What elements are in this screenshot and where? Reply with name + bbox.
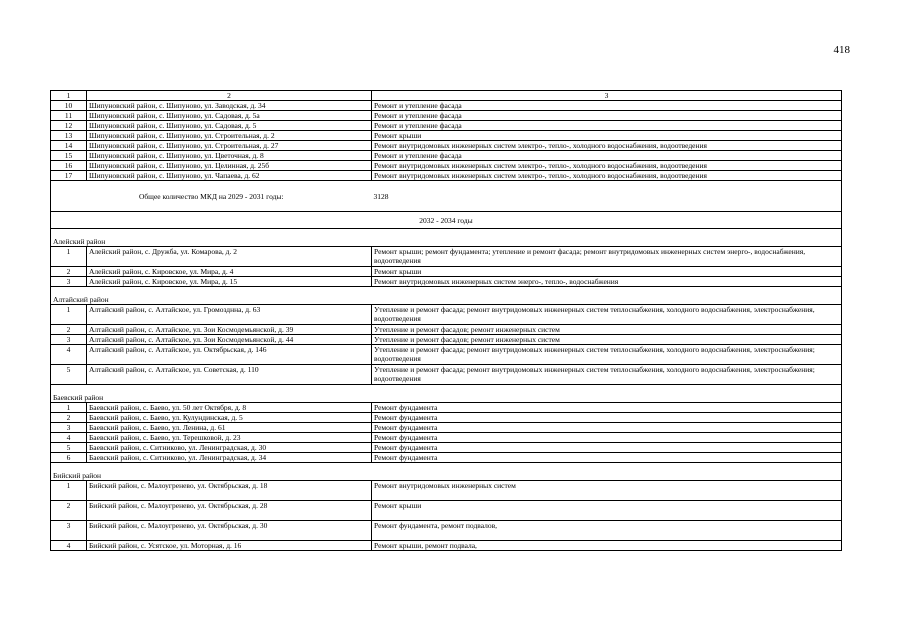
row-number: 2 bbox=[51, 413, 87, 423]
row-work: Ремонт внутридомовых инженерных систем электро-, тепло-, холодного водоснабжения, водоотведения bbox=[372, 141, 842, 151]
table-row bbox=[51, 141, 842, 151]
row-address: Шипуновский район, с. Шипуново, ул. Садовая, д. 5 bbox=[87, 121, 372, 131]
row-number: 1 bbox=[51, 403, 87, 413]
row-number: 2 bbox=[51, 267, 87, 277]
row-number: 16 bbox=[51, 161, 87, 171]
table-row bbox=[51, 433, 842, 443]
row-work: Ремонт и утепление фасада bbox=[372, 111, 842, 121]
row-address: Алтайский район, с. Алтайское, ул. Зои Космодемьянской, д. 39 bbox=[87, 325, 372, 335]
row-address: Шипуновский район, с. Шипуново, ул. Строительная, д. 2 bbox=[87, 131, 372, 141]
row-number: 17 bbox=[51, 171, 87, 181]
row-number: 14 bbox=[51, 141, 87, 151]
row-number: 4 bbox=[51, 433, 87, 443]
row-number: 1 bbox=[51, 247, 87, 267]
row-number: 2 bbox=[51, 325, 87, 335]
summary-label: Общее количество МКД на 2029 - 2031 годы: bbox=[51, 181, 372, 212]
row-work: Ремонт и утепление фасада bbox=[372, 121, 842, 131]
row-work: Ремонт крыши bbox=[372, 131, 842, 141]
row-work: Утепление и ремонт фасадов; ремонт инженерных систем bbox=[372, 325, 842, 335]
district-heading-row bbox=[51, 385, 842, 403]
table-row bbox=[51, 101, 842, 111]
summary-value: 3128 bbox=[372, 181, 842, 212]
row-number: 3 bbox=[51, 335, 87, 345]
table-row bbox=[51, 267, 842, 277]
row-address: Алтайский район, с. Алтайское, ул. Октябрьская, д. 146 bbox=[87, 345, 372, 365]
row-work: Ремонт внутридомовых инженерных систем bbox=[372, 481, 842, 501]
row-work: Ремонт крыши bbox=[372, 267, 842, 277]
summary-row bbox=[51, 181, 842, 212]
table-row bbox=[51, 403, 842, 413]
row-number: 3 bbox=[51, 423, 87, 433]
period-row bbox=[51, 212, 842, 229]
row-address: Шипуновский район, с. Шипуново, ул. Строительная, д. 27 bbox=[87, 141, 372, 151]
column-number-row bbox=[51, 91, 842, 101]
row-work: Ремонт крыши; ремонт фундамента; утепление и ремонт фасада; ремонт внутридомовых инженерных систем энерго-, водоснабжения, водоотведения bbox=[372, 247, 842, 267]
row-address: Баевский район, с. Баево, ул. Кулундинская, д. 5 bbox=[87, 413, 372, 423]
row-address: Алтайский район, с. Алтайское, ул. Советская, д. 110 bbox=[87, 365, 372, 385]
row-address: Бийский район, с. Малоугренево, ул. Октябрьская, д. 28 bbox=[87, 501, 372, 521]
repair-schedule-table bbox=[50, 90, 842, 551]
row-address: Баевский район, с. Баево, ул. 50 лет Октября, д. 8 bbox=[87, 403, 372, 413]
table-row bbox=[51, 305, 842, 325]
row-number: 5 bbox=[51, 443, 87, 453]
row-number: 5 bbox=[51, 365, 87, 385]
row-number: 4 bbox=[51, 541, 87, 551]
table-row bbox=[51, 277, 842, 287]
row-work: Ремонт фундамента bbox=[372, 423, 842, 433]
row-address: Алейский район, с. Кировское, ул. Мира, д. 4 bbox=[87, 267, 372, 277]
district-name: Баевский район bbox=[51, 385, 842, 403]
district-heading-row bbox=[51, 287, 842, 305]
row-work: Утепление и ремонт фасада; ремонт внутридомовых инженерных систем теплоснабжения, холодного водоснабжения, электроснабжения, водоотведения bbox=[372, 305, 842, 325]
row-address: Баевский район, с. Ситниково, ул. Ленинградская, д. 30 bbox=[87, 443, 372, 453]
row-address: Шипуновский район, с. Шипуново, ул. Заводская, д. 34 bbox=[87, 101, 372, 111]
table-row bbox=[51, 111, 842, 121]
row-work: Ремонт фундамента bbox=[372, 413, 842, 423]
table-row bbox=[51, 443, 842, 453]
column-number-2: 2 bbox=[87, 91, 372, 101]
period-heading: 2032 - 2034 годы bbox=[51, 212, 842, 229]
row-address: Шипуновский район, с. Шипуново, ул. Садовая, д. 5а bbox=[87, 111, 372, 121]
row-work: Ремонт фундамента, ремонт подвалов, bbox=[372, 521, 842, 541]
row-work: Ремонт крыши, ремонт подвала, bbox=[372, 541, 842, 551]
table-row bbox=[51, 521, 842, 541]
row-number: 1 bbox=[51, 305, 87, 325]
row-number: 2 bbox=[51, 501, 87, 521]
row-address: Шипуновский район, с. Шипуново, ул. Целинная, д. 25б bbox=[87, 161, 372, 171]
district-name: Алтайский район bbox=[51, 287, 842, 305]
table-row bbox=[51, 121, 842, 131]
table-row bbox=[51, 413, 842, 423]
row-work: Утепление и ремонт фасада; ремонт внутридомовых инженерных систем теплоснабжения, холодного водоснабжения, электроснабжения; водоотведения bbox=[372, 365, 842, 385]
row-address: Алтайский район, с. Алтайское, ул. Громозднна, д. 63 bbox=[87, 305, 372, 325]
row-address: Баевский район, с. Баево, ул. Терешковой, д. 23 bbox=[87, 433, 372, 443]
row-address: Алейский район, с. Дружба, ул. Комарова, д. 2 bbox=[87, 247, 372, 267]
row-address: Алтайский район, с. Алтайское, ул. Зои Космодемьянской, д. 44 bbox=[87, 335, 372, 345]
table-row bbox=[51, 423, 842, 433]
row-number: 4 bbox=[51, 345, 87, 365]
row-work: Утепление и ремонт фасада; ремонт внутридомовых инженерных систем теплоснабжения, холодного водоснабжения, электроснабжения; водоотведения bbox=[372, 345, 842, 365]
row-number: 11 bbox=[51, 111, 87, 121]
table-row bbox=[51, 541, 842, 551]
table-row bbox=[51, 365, 842, 385]
row-address: Шипуновский район, с. Шипуново, ул. Чапаева, д. 62 bbox=[87, 171, 372, 181]
table-row bbox=[51, 325, 842, 335]
district-name: Бийский район bbox=[51, 463, 842, 481]
page-number: 418 bbox=[833, 44, 850, 56]
table-row bbox=[51, 151, 842, 161]
table-row bbox=[51, 453, 842, 463]
row-address: Баевский район, с. Ситниково, ул. Ленинградская, д. 34 bbox=[87, 453, 372, 463]
table-row bbox=[51, 501, 842, 521]
district-heading-row bbox=[51, 229, 842, 247]
column-number-3: 3 bbox=[372, 91, 842, 101]
row-number: 10 bbox=[51, 101, 87, 111]
table-row bbox=[51, 247, 842, 267]
row-address: Алейский район, с. Кировское, ул. Мира, д. 15 bbox=[87, 277, 372, 287]
row-address: Бийский район, с. Малоугренево, ул. Октябрьская, д. 30 bbox=[87, 521, 372, 541]
row-number: 12 bbox=[51, 121, 87, 131]
table-row bbox=[51, 171, 842, 181]
row-number: 3 bbox=[51, 277, 87, 287]
row-work: Ремонт внутридомовых инженерных систем электро-, тепло-, холодного водоснабжения, водоотведения bbox=[372, 171, 842, 181]
row-address: Шипуновский район, с. Шипуново, ул. Цветочная, д. 8 bbox=[87, 151, 372, 161]
row-work: Ремонт фундамента bbox=[372, 443, 842, 453]
row-number: 15 bbox=[51, 151, 87, 161]
row-number: 6 bbox=[51, 453, 87, 463]
row-work: Ремонт внутридомовых инженерных систем энерго-, тепло-, водоснабжения bbox=[372, 277, 842, 287]
row-work: Ремонт внутридомовых инженерных систем электро-, тепло-, холодного водоснабжения, водоотведения bbox=[372, 161, 842, 171]
row-number: 1 bbox=[51, 481, 87, 501]
table-row bbox=[51, 345, 842, 365]
table-row bbox=[51, 161, 842, 171]
column-number-1: 1 bbox=[51, 91, 87, 101]
row-number: 3 bbox=[51, 521, 87, 541]
row-address: Баевский район, с. Баево, ул. Ленина, д. 61 bbox=[87, 423, 372, 433]
table-row bbox=[51, 481, 842, 501]
row-number: 13 bbox=[51, 131, 87, 141]
district-name: Алейский район bbox=[51, 229, 842, 247]
row-work: Ремонт и утепление фасада bbox=[372, 101, 842, 111]
row-address: Бийский район, с. Малоугренево, ул. Октябрьская, д. 18 bbox=[87, 481, 372, 501]
district-heading-row bbox=[51, 463, 842, 481]
row-work: Ремонт фундамента bbox=[372, 403, 842, 413]
row-work: Утепление и ремонт фасадов; ремонт инженерных систем bbox=[372, 335, 842, 345]
row-work: Ремонт фундамента bbox=[372, 453, 842, 463]
table-row bbox=[51, 335, 842, 345]
row-work: Ремонт и утепление фасада bbox=[372, 151, 842, 161]
table-row bbox=[51, 131, 842, 141]
row-work: Ремонт крыши bbox=[372, 501, 842, 521]
row-work: Ремонт фундамента bbox=[372, 433, 842, 443]
row-address: Бийский район, с. Усятское, ул. Моторная, д. 16 bbox=[87, 541, 372, 551]
